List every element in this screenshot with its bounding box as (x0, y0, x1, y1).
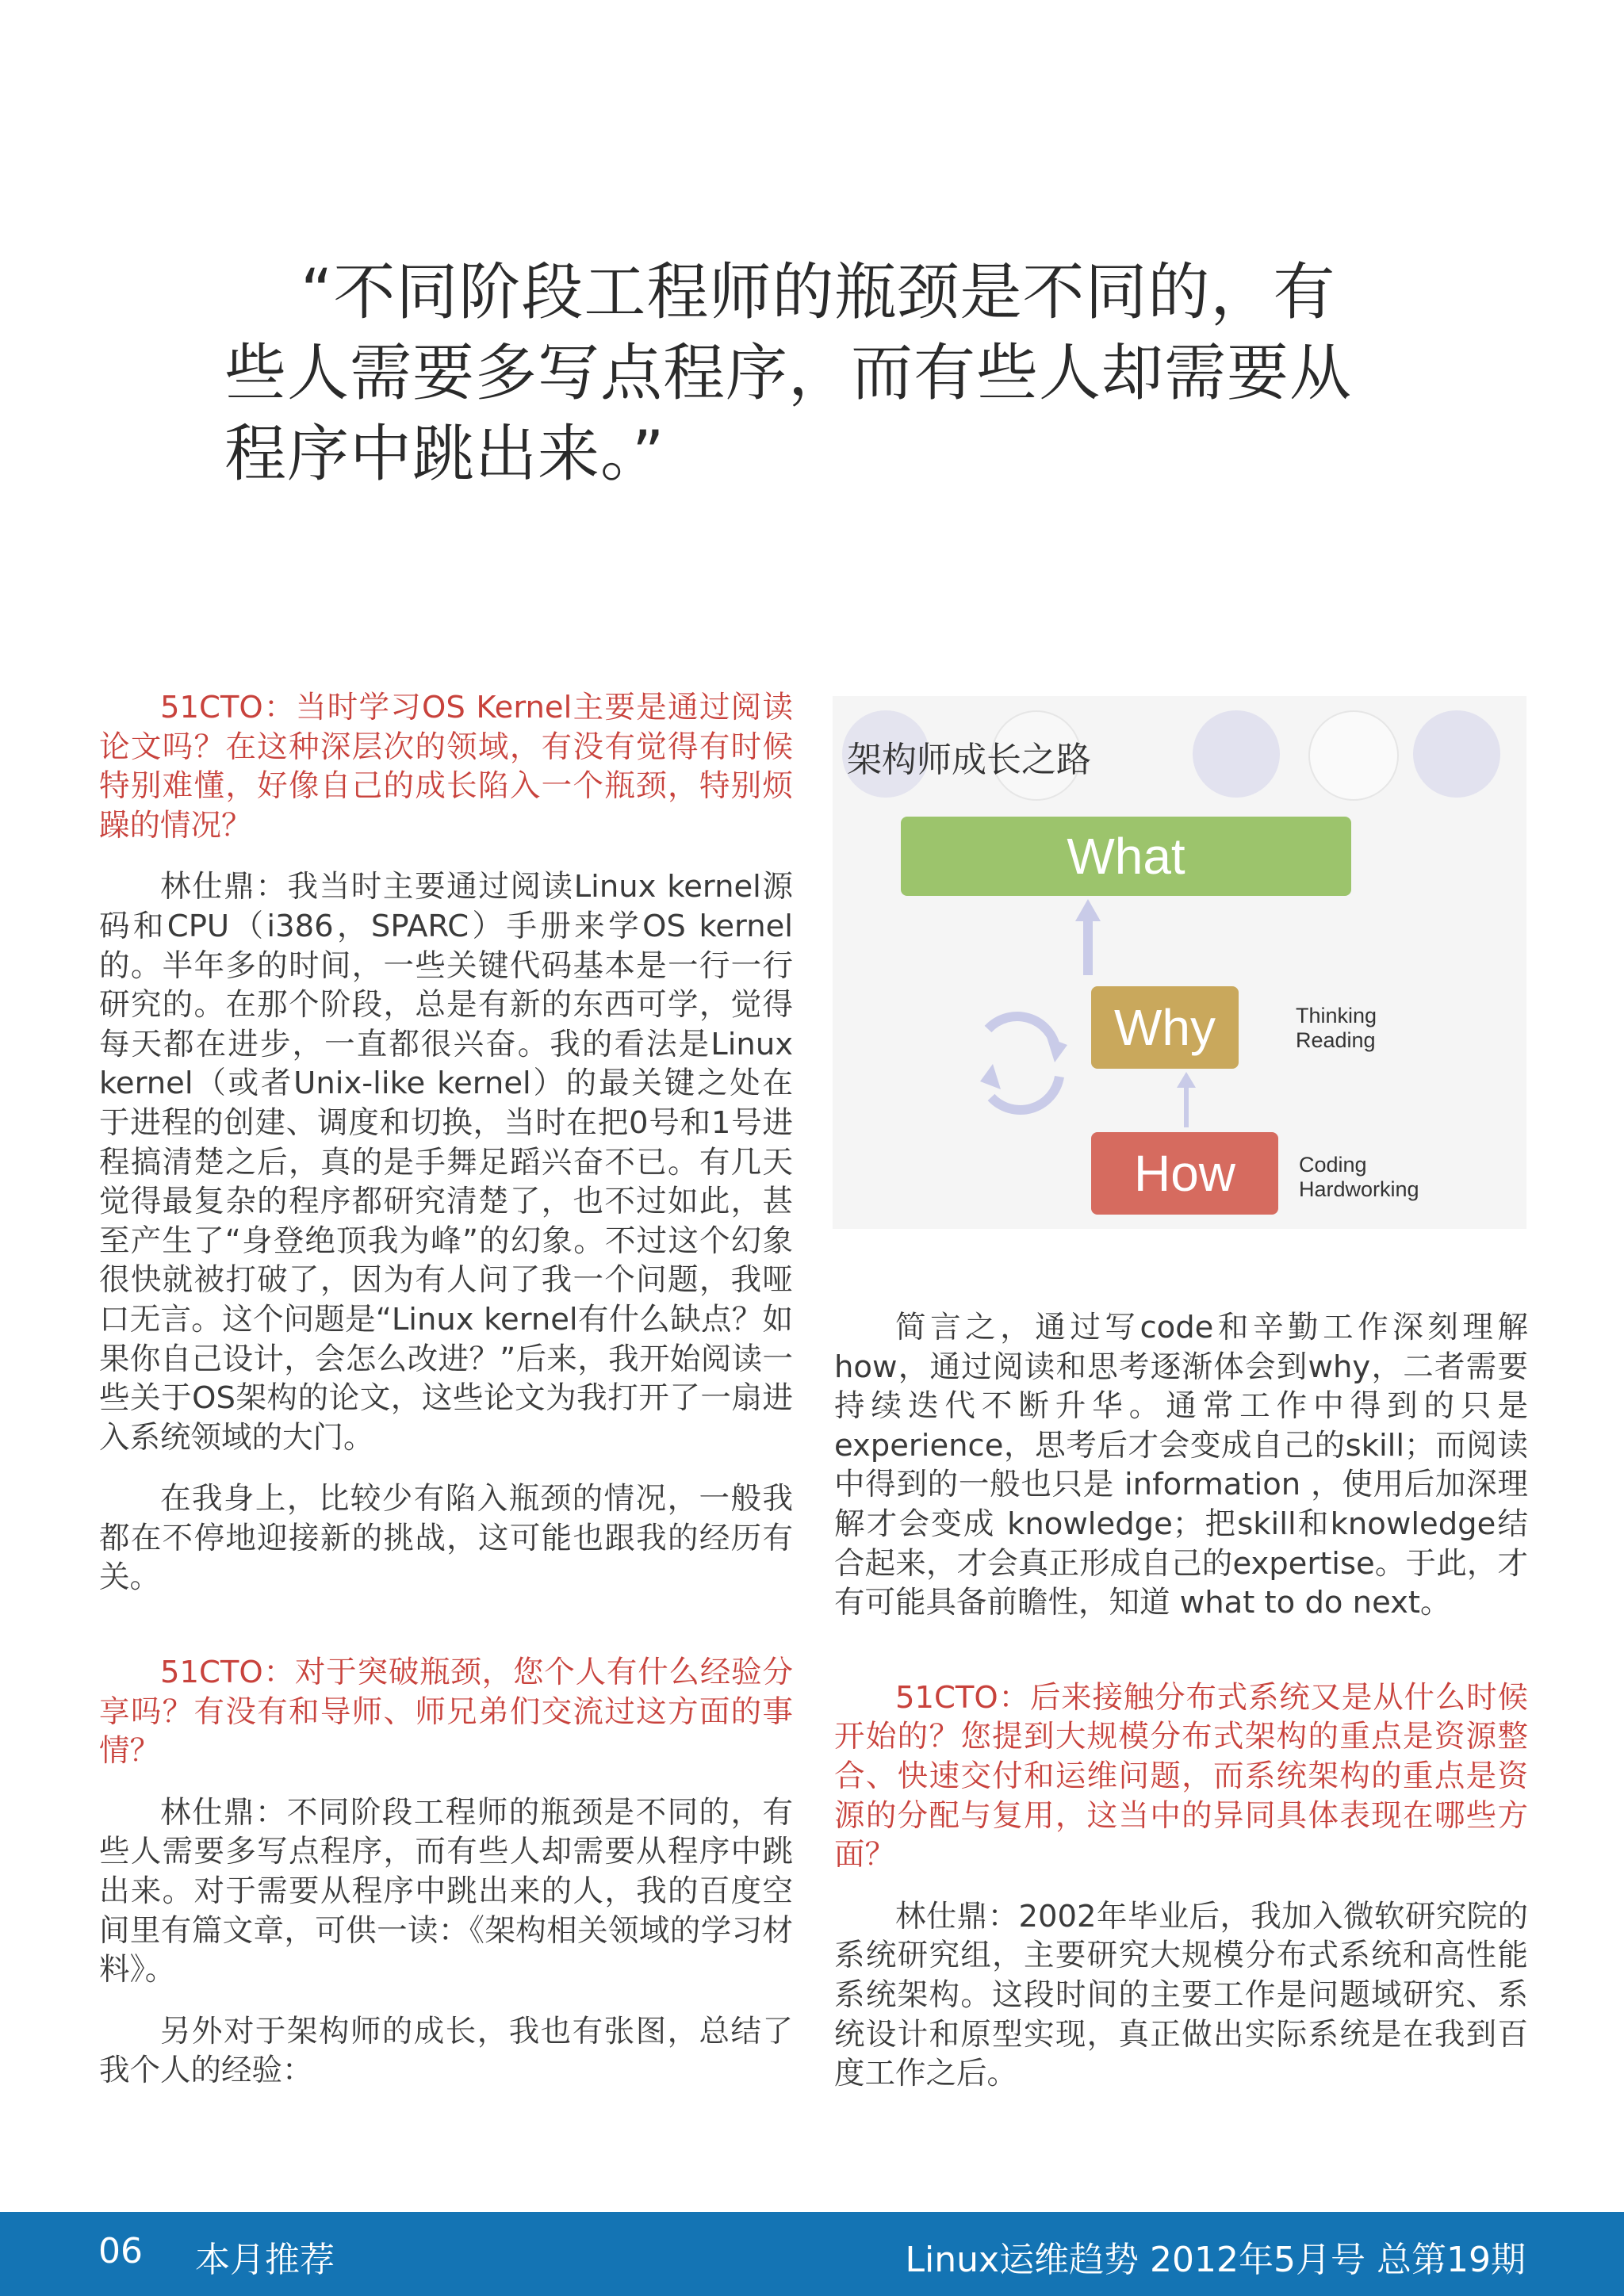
up-arrow-icon (1177, 1072, 1196, 1127)
left-column (99, 688, 793, 2113)
how-note: Hardworking (1299, 1177, 1419, 1201)
pull-quote-line: 些人需要多写点程序，而有些人却需要从 (224, 338, 1353, 409)
why-notes (1296, 1004, 1377, 1053)
why-note: Reading (1296, 1028, 1376, 1052)
what-box: What (901, 817, 1351, 896)
figure-arrows (833, 696, 1526, 1229)
interview-question: 51CTO：对于突破瓶颈，您个人有什么经验分享吗？有没有和导师、师兄弟们交流过这方面的事情？ (99, 1655, 793, 1770)
magazine-issue: Linux运维趋势 2012年5月号 总第19期 (905, 2240, 1526, 2280)
interview-answer: 在我身上，比较少有陷入瓶颈的情况，一般我都在不停地迎接新的挑战，这可能也跟我的经历有关。 (99, 1481, 793, 1596)
architect-growth-figure (833, 696, 1526, 1229)
pull-quote-line: 程序中跳出来。” (224, 419, 665, 490)
up-arrow-icon (1075, 899, 1101, 975)
cycle-icon (980, 1016, 1067, 1110)
pull-quote (224, 252, 1414, 495)
right-column (834, 1308, 1528, 2116)
page-footer (0, 2212, 1624, 2296)
interview-answer: 林仕鼎：2002年毕业后，我加入微软研究院的系统研究组，主要研究大规模分布式系统和高性能系统架构。这段时间的主要工作是问题域研究、系统设计和原型实现，真正做出实际系统是在我到百度工作之后。 (834, 1898, 1528, 2092)
interview-question: 51CTO：后来接触分布式系统又是从什么时候开始的？您提到大规模分布式架构的重点是资源整合、快速交付和运维问题，而系统架构的重点是资源的分配与复用，这当中的异同具体表现在哪些方面？ (834, 1679, 1528, 1873)
why-note: Thinking (1296, 1004, 1377, 1027)
how-note: Coding (1299, 1153, 1367, 1177)
figure-title: 架构师成长之路 (847, 740, 1091, 780)
why-box: Why (1091, 986, 1239, 1069)
how-notes (1299, 1153, 1419, 1202)
interview-answer: 林仕鼎：不同阶段工程师的瓶颈是不同的，有些人需要多写点程序，而有些人却需要从程序中跳出来。对于需要从程序中跳出来的人，我的百度空间里有篇文章，可供一读：《架构相关领域的学习材料》。 (99, 1794, 793, 1988)
section-name: 本月推荐 (195, 2240, 335, 2280)
summary-paragraph: 简言之，通过写code和辛勤工作深刻理解how，通过阅读和思考逐渐体会到why，二者需要持续迭代不断升华。通常工作中得到的只是experience，思考后才会变成自己的skill；而阅读中得到的一般也只是 information ，使用后加深理解才会变成 knowledge；把skill和knowledge结合起来，才会真正形成自己的expertise。于此，才有可能具备前瞻性，知道 what to do next。 (834, 1310, 1528, 1621)
interview-question: 51CTO：当时学习OS Kernel主要是通过阅读论文吗？在这种深层次的领域，有没有觉得有时候特别难懂，好像自己的成长陷入一个瓶颈，特别烦躁的情况？ (99, 690, 793, 844)
page-number: 06 (98, 2231, 143, 2271)
how-box: How (1091, 1132, 1278, 1215)
pull-quote-line: “不同阶段工程师的瓶颈是不同的，有 (301, 257, 1336, 328)
interview-answer: 另外对于架构师的成长，我也有张图，总结了我个人的经验： (99, 2013, 793, 2089)
interview-answer: 林仕鼎：我当时主要通过阅读Linux kernel源码和CPU（i386，SPARC）手册来学OS kernel的。半年多的时间，一些关键代码基本是一行一行研究的。在那个阶段，总是有新的东西可学，觉得每天都在进步，一直都很兴奋。我的看法是Linux kernel（或者Unix-like kernel）的最关键之处在于进程的创建、调度和切换，当时在把0号和1号进程搞清楚之后，真的是手舞足蹈兴奋不已。有几天觉得最复杂的程序都研究清楚了，也不过如此，甚至产生了“身登绝顶我为峰”的幻象。不过这个幻象很快就被打破了，因为有人问了我一个问题，我哑口无言。这个问题是“Linux kernel有什么缺点？如果你自己设计，会怎么改进？”后来，我开始阅读一些关于OS架构的论文，这些论文为我打开了一扇进入系统领域的大门。 (99, 869, 793, 1456)
